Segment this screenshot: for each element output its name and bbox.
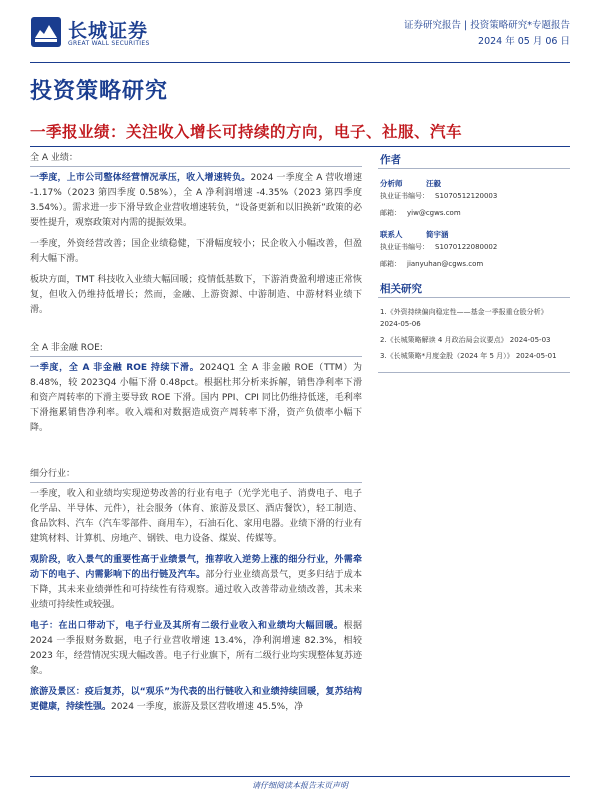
related-research-item[interactable]: 1.《外资持续偏向稳定性——基金一季报重仓股分析》 2024-05-06 [380, 308, 548, 328]
cert-number: S1070122080002 [435, 243, 498, 251]
author-role: 分析师 [380, 179, 403, 188]
body-text: 2024Q1 全 A 非金融 ROE（TTM）为 8.48%，较 2023Q4 小幅下滑 0.48pct。根据杜邦分析来拆解，销售净利率下滑和资产周转率的下滑主要导致 ROE 下滑。国内 PPI、CPI 同比仍维持低迷，毛利率下滑拖累销售净利率。收入端和对数据造成资产周转率下滑，资产负债率小幅下降。 [30, 363, 362, 433]
body-text: 板块方面，TMT 科技收入业绩大幅回暖；疫情低基数下，下游消费盈利增速正常恢复，但收入仍维持低增长；然而，金融、上游资源、中游制造、中游材料业绩下滑。 [30, 275, 362, 315]
header-meta [404, 18, 570, 50]
sidebar-rule [378, 168, 570, 169]
paragraph [30, 273, 362, 318]
report-type-line: 证券研究报告 | 投资策略研究*专题报告 [404, 20, 570, 31]
paragraph [30, 487, 362, 547]
related-research-item[interactable]: 2.《长城策略解读 4 月政治局会议要点》 2024-05-03 [380, 336, 551, 344]
doc-type-heading: 投资策略研究 [30, 79, 169, 104]
highlight-text: 电子：在出口带动下，电子行业及其所有二级行业收入和业绩均大幅回暖。 [30, 621, 344, 631]
sidebar-rule [378, 372, 570, 373]
author-email[interactable]: jianyuhan@cgws.com [407, 260, 484, 268]
authors-heading: 作者 [380, 154, 401, 166]
body-text: 一季度，收入和业绩均实现逆势改善的行业有电子（光学光电子、消费电子、电子化学品、半导体、元件），社会服务（体育、旅游及景区、酒店餐饮），轻工制造、食品饮料、汽车（汽车零部件、商用车），石油石化、家用电器。业绩下滑的行业有建筑材料、计算机、房地产、钢铁、电力设备、煤炭、传媒等。 [30, 489, 362, 544]
highlight-text: 一季度，全 A 非金融 ROE 持续下滑。 [30, 363, 200, 373]
author-name-row [378, 177, 570, 190]
author-email-row [378, 207, 570, 220]
author-cert-row [378, 241, 570, 254]
author-card [378, 177, 570, 220]
body-text: 根据 2024 一季报财务数据，电子行业营收增速 13.4%，净利润增速 82.3%，相较 2023 年，经营情况实现大幅改善。电子行业旗下，所有二级行业均实现整体复苏迹象。 [30, 621, 362, 676]
section-rule [30, 482, 362, 483]
author-name: 简宇涵 [426, 230, 449, 239]
related-research-item[interactable]: 3.《长城策略*月度金股（2024 年 5 月）》 2024-05-01 [380, 352, 557, 360]
header-divider [30, 62, 570, 63]
author-email[interactable]: yiw@cgws.com [407, 209, 461, 217]
body-text: 2024 一季度，旅游及景区营收增速 45.5%，净 [111, 702, 304, 712]
highlight-text: 旅游及景区：疫后复苏，以“观乐”为代表的出行链收入和业绩持续回暖，复苏结构更健康，持续性强。 [30, 687, 362, 712]
body-text: 一季度，外资经营改善；国企业绩稳健，下滑幅度较小；民企收入小幅改善，但盈利大幅下滑。 [30, 239, 362, 264]
section-all-a-earnings [30, 150, 362, 318]
section-title: 全 A 业绩： [30, 153, 78, 163]
highlight-text: 观阶段，收入景气的重要性高于业绩景气，推荐收入逆势上涨的细分行业，外需牵动下的电子、内需影响下的出行链及汽车。 [30, 555, 362, 580]
logo-text-cn: 长城证券 [68, 20, 149, 42]
related-research-heading: 相关研究 [380, 283, 422, 295]
author-email-row [378, 258, 570, 271]
body-text: 部分行业业绩高景气，更多归结于成本下降，其未来业绩弹性和可持续性有待观察。通过收入改善带动业绩改善，其未来业绩可持续性或较强。 [30, 570, 362, 610]
report-date: 2024 年 05 月 06 日 [478, 36, 570, 47]
cert-number: S1070512120003 [435, 192, 498, 200]
author-card [378, 228, 570, 271]
section-rule [30, 166, 362, 167]
paragraph [30, 685, 362, 715]
footer-divider [30, 776, 570, 777]
great-wall-logo-icon [30, 16, 62, 48]
author-name: 汪毅 [426, 179, 441, 188]
section-roe [30, 340, 362, 436]
paragraph [30, 361, 362, 436]
sidebar [378, 152, 570, 373]
main-content [30, 150, 362, 715]
section-rule [30, 356, 362, 357]
company-logo [30, 14, 170, 50]
email-label: 邮箱： [380, 260, 401, 268]
title-divider [30, 146, 570, 147]
footer-disclaimer: 请仔细阅读本报告末页声明 [252, 781, 348, 790]
paragraph [30, 237, 362, 267]
paragraph [30, 553, 362, 613]
author-cert-row [378, 190, 570, 203]
cert-label: 执业证书编号： [380, 192, 429, 200]
paragraph [30, 619, 362, 679]
logo-text-en: GREAT WALL SECURITIES [68, 40, 150, 47]
section-industries [30, 466, 362, 715]
section-title: 全 A 非金融 ROE: [30, 343, 103, 353]
highlight-text: 一季度，上市公司整体经营情况承压，收入增速转负。 [30, 173, 251, 183]
report-title: 一季报业绩：关注收入增长可持续的方向，电子、社服、汽车 [30, 123, 463, 141]
author-name-row [378, 228, 570, 241]
email-label: 邮箱： [380, 209, 401, 217]
section-title: 细分行业： [30, 469, 76, 479]
paragraph [30, 171, 362, 231]
author-role: 联系人 [380, 230, 403, 239]
body-text: 2024 一季度全 A 营收增速 -1.17%（2023 第四季度 0.58%），全 A 净利润增速 -4.35%（2023 第四季度 3.54%）。需求进一步下滑导致企业营收增速转负，“设备更新和以旧换新”政策的必要性提升，观察政策对内需的提振效果。 [30, 173, 362, 228]
sidebar-rule [378, 297, 570, 298]
cert-label: 执业证书编号： [380, 243, 429, 251]
